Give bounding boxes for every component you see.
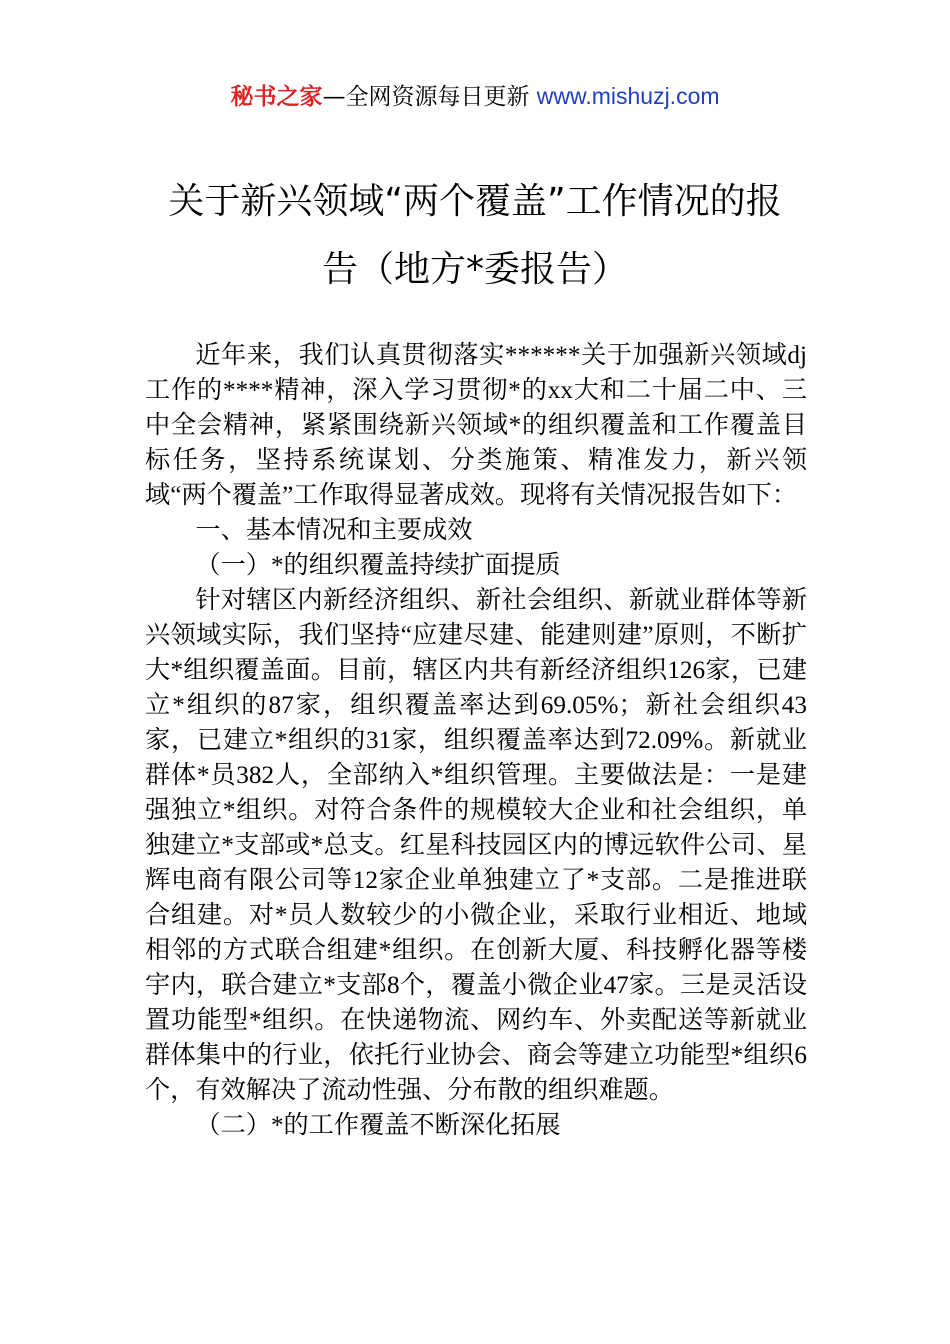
body-paragraph: 针对辖区内新经济组织、新社会组织、新就业群体等新兴领域实际，我们坚持“应建尽建、能建则建”原则，不断扩大*组织覆盖面。目前，辖区内共有新经济组织126家，已建立*组织的87家，组织覆盖率达到69.05%；新社会组织43家，已建立*组织的31家，组织覆盖率达到72.09%。新就业群体*员382人，全部纳入*组织管理。主要做法是：一是建强独立*组织。对符合条件的规模较大企业和社会组织，单独建立*支部或*总支。红星科技园区内的博远软件公司、星辉电商有限公司等12家企业单独建立了*支部。二是推进联合组建。对*员人数较少的小微企业，采取行业相近、地域相邻的方式联合组建*组织。在创新大厦、科技孵化器等楼宇内，联合建立*支部8个，覆盖小微企业47家。三是灵活设置功能型*组织。在快递物流、网约车、外卖配送等新就业群体集中的行业，依托行业协会、商会等建立功能型*组织6个，有效解决了流动性强、分布散的组织难题。 (145, 587, 807, 1104)
brand-name: 秘书之家 (230, 84, 323, 110)
intro-paragraph: 近年来，我们认真贯彻落实******关于加强新兴领域dj工作的****精神，深入学习贯彻*的xx大和二十届二中、三中全会精神，紧紧围绕新兴领域*的组织覆盖和工作覆盖目标任务，坚持系统谋划、分类施策、精准发力，新兴领域“两个覆盖”工作取得显著成效。现将有关情况报告如下： (145, 342, 807, 509)
document-body (145, 338, 807, 1143)
section-heading-1: 一、基本情况和主要成效 (195, 517, 473, 544)
subsection-heading-1: （一）*的组织覆盖持续扩面提质 (195, 552, 561, 579)
site-url-link[interactable]: www.mishuzj.com (536, 83, 720, 109)
document-title-line-1: 关于新兴领域“两个覆盖”工作情况的报 (168, 181, 782, 222)
banner-tagline: —全网资源每日更新 (322, 84, 537, 110)
subsection-heading-2: （二）*的工作覆盖不断深化拓展 (195, 1112, 561, 1139)
site-banner (0, 80, 950, 113)
document-title-line-2: 告（地方*委报告） (321, 249, 628, 290)
